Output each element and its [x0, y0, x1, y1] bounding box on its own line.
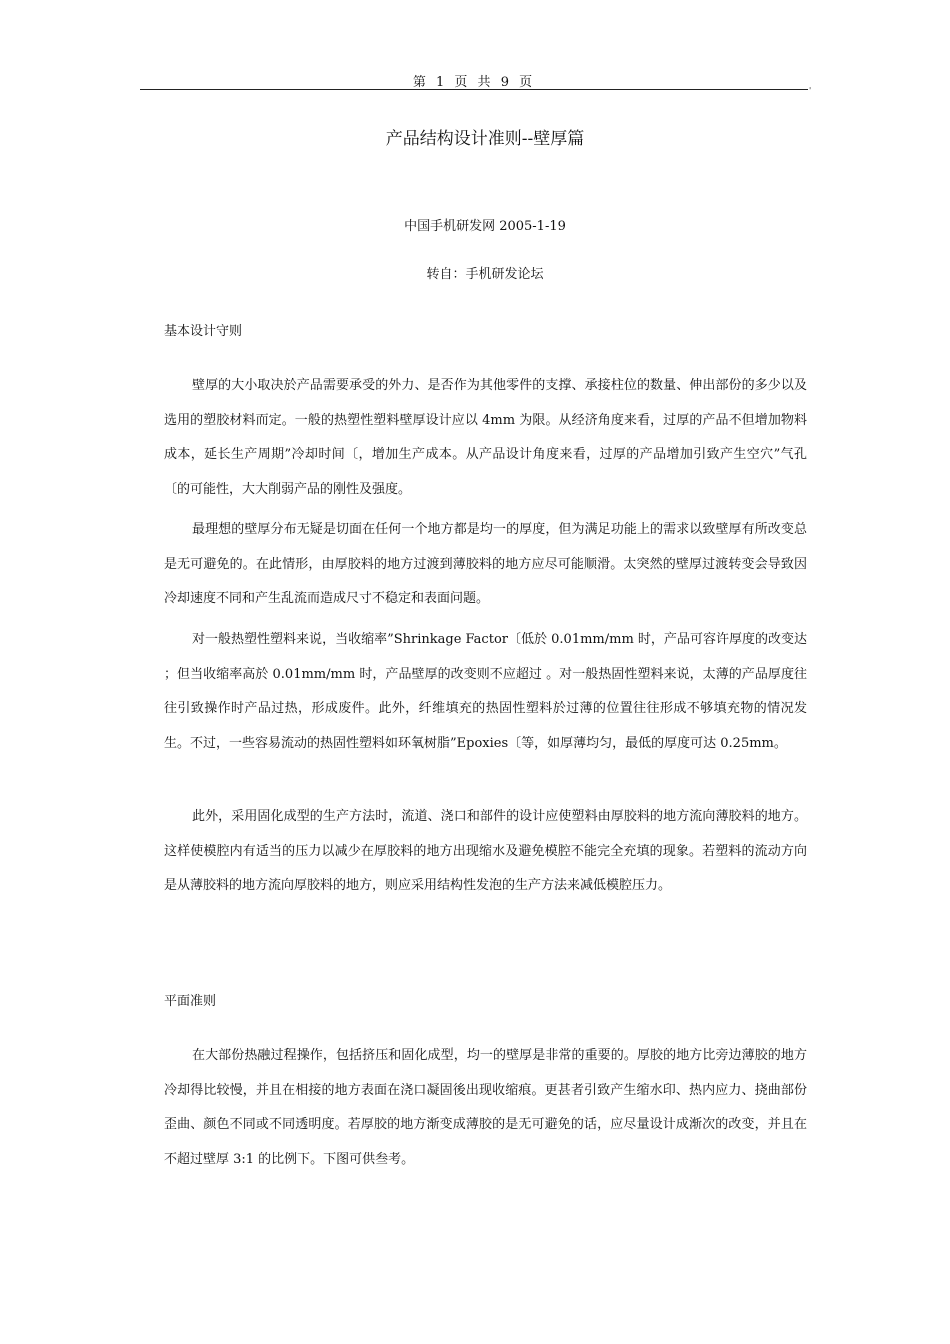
header-tick-mark: ': [809, 86, 812, 95]
paragraph-wall-size: 壁厚的大小取决於产品需要承受的外力、是否作为其他零件的支撑、承接柱位的数量、伸出部份的多少以及选用的塑胶材料而定。一般的热塑性塑料壁厚设计应以 4mm 为限。从经济角度来看，过厚的产品不但增加物料成本，延长生产周期”冷却时间〔，增加生产成本。从产品设计角度来看，过厚的产品增加引致产生空穴”气孔〔的可能性，大大削弱产品的刚性及强度。: [164, 378, 807, 497]
page-header: 第 1 页 共 9 页: [412, 75, 536, 90]
paragraph-flow-direction: 此外，采用固化成型的生产方法时，流道、浇口和部件的设计应使塑料由厚胶料的地方流向薄胶料的地方。这样使模腔内有适当的压力以减少在厚胶料的地方出现缩水及避免模腔不能完全充填的现象。若塑料的流动方向是从薄胶料的地方流向厚胶料的地方，则应采用结构性发泡的生产方法来减低模腔压力。: [164, 809, 807, 893]
paragraph-shrinkage: 对一般热塑性塑料来说，当收缩率”Shrinkage Factor〔低於 0.01mm/mm 时，产品可容许厚度的改变达 ；但当收缩率高於 0.01mm/mm 时，产品壁厚的改变则不应超过 。对一般热固性塑料来说，太薄的产品厚度往往引致操作时产品过热，形成废件。此外，纤维填充的热固性塑料於过薄的位置往往形成不够填充物的情况发生。不过，一些容易流动的热固性塑料如环氧树脂”Epoxies〔等，如厚薄均匀，最低的厚度可达 0.25mm。: [164, 632, 807, 751]
document-title: 产品结构设计准则--壁厚篇: [385, 129, 585, 149]
section-heading-plane: 平面准则: [164, 994, 217, 1009]
document-repost: 转自：手机研发论坛: [426, 267, 544, 282]
header-rule: [140, 89, 808, 90]
section-heading-basic: 基本设计守则: [164, 324, 243, 339]
paragraph-uniform-wall: 在大部份热融过程操作，包括挤压和固化成型，均一的壁厚是非常的重要的。厚胶的地方比旁边薄胶的地方冷却得比较慢，并且在相接的地方表面在浇口凝固後出现收缩痕。更甚者引致产生缩水印、热内应力、挠曲部份歪曲、颜色不同或不同透明度。若厚胶的地方渐变成薄胶的是无可避免的话，应尽量设计成渐次的改变，并且在不超过壁厚 3:1 的比例下。下图可供叁考。: [164, 1048, 807, 1167]
document-source: 中国手机研发网 2005-1-19: [404, 219, 566, 234]
paragraph-ideal-thickness: 最理想的壁厚分布无疑是切面在任何一个地方都是均一的厚度，但为满足功能上的需求以致壁厚有所改变总是无可避免的。在此情形，由厚胶料的地方过渡到薄胶料的地方应尽可能顺滑。太突然的壁厚过渡转变会导致因冷却速度不同和产生乱流而造成尺寸不稳定和表面问题。: [164, 522, 807, 606]
